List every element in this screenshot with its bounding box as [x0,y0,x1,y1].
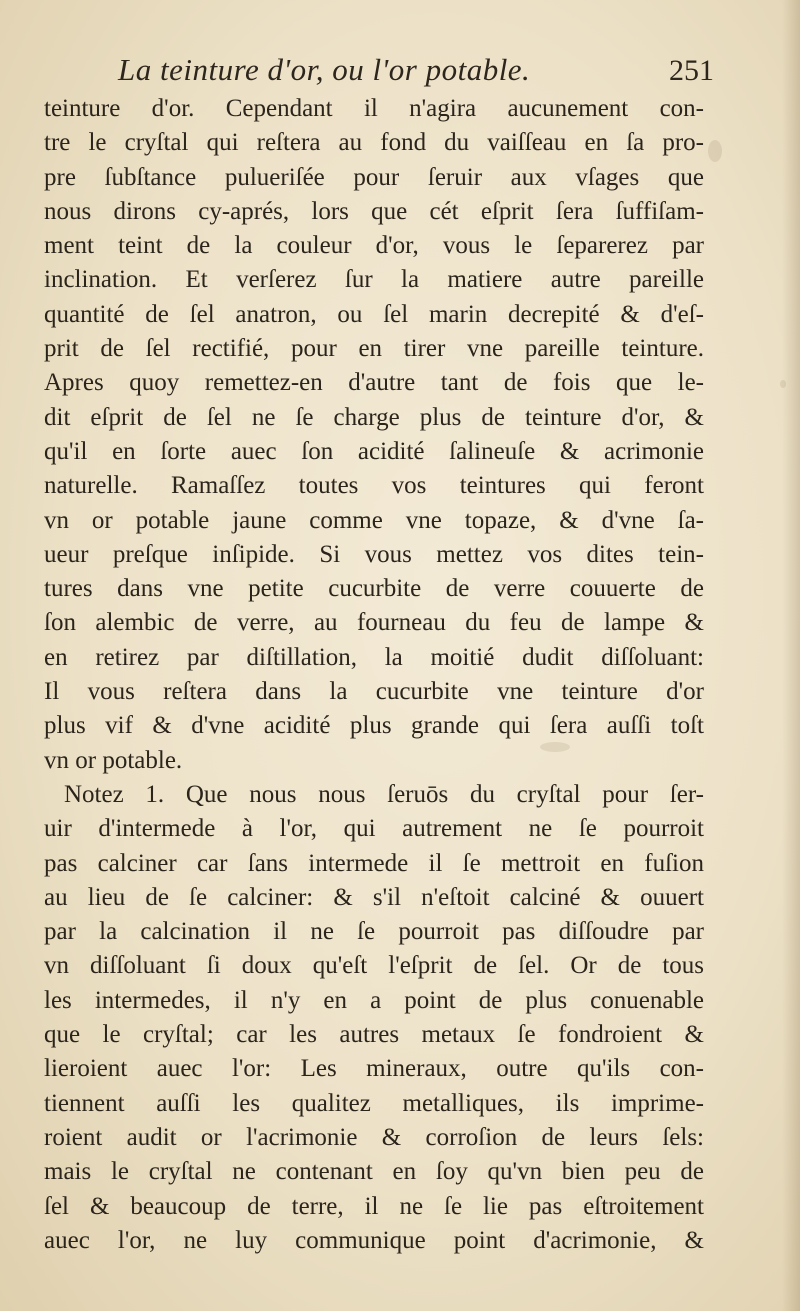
page-header [118,52,718,96]
text-line: vn or potable jaune comme vne topaze, & d'vne ſa- [44,506,704,534]
text-line: ſel & beaucoup de terre, il ne ſe lie pas eſtroitement [44,1192,704,1220]
paragraph-end-line: vn or potable. [44,746,183,774]
running-title: La teinture d'or, ou l'or potable. [118,52,531,87]
text-line: ment teint de la couleur d'or, vous le ſeparerez par [44,232,704,260]
text-line: auec l'or, ne luy communique point d'acrimonie, & [44,1226,704,1254]
text-line: qu'il en ſorte auec ſon acidité ſalineuſe & acrimonie [44,437,704,465]
text-line: les intermedes, il n'y en a point de plus conuenable [44,986,704,1014]
text-line: tre le cryſtal qui reſtera au fond du vaiſſeau en ſa pro- [44,129,704,157]
page-number: 251 [669,54,714,87]
text-line: en retirez par diſtillation, la moitié dudit diſſoluant: [44,643,704,671]
text-line: mais le cryſtal ne contenant en ſoy qu'vn bien peu de [44,1158,704,1186]
text-line: teinture d'or. Cependant il n'agira aucunement con- [44,95,704,122]
text-line: tiennent auſſi les qualitez metalliques, ils imprime- [44,1089,704,1117]
paper-stain [780,380,786,388]
text-line: tures dans vne petite cucurbite de verre couuerte de [44,575,704,603]
text-line: ueur preſque inſipide. Si vous mettez vos dites tein- [44,540,704,568]
text-line: plus vif & d'vne acidité plus grande qui ſera auſſi toſt [44,712,704,740]
text-line: nous dirons cy-aprés, lors que cét eſprit ſera ſuffiſam- [44,197,704,225]
text-line: quantité de ſel anatron, ou ſel marin decrepité & d'eſ- [44,300,704,328]
text-line: pas calciner car ſans intermede il ſe mettroit en fuſion [44,849,704,877]
text-line: uir d'intermede à l'or, qui autrement ne ſe pourroit [44,815,704,843]
text-line: pre ſubſtance pulueriſée pour ſeruir aux vſages que [44,163,704,191]
text-line: au lieu de ſe calciner: & s'il n'eſtoit calciné & ouuert [44,883,704,911]
text-line: par la calcination il ne ſe pourroit pas diſſoudre par [44,918,704,946]
page-edge-shadow [782,0,800,1311]
paper-stain [708,140,722,162]
text-line: vn diſſoluant ſi doux qu'eſt l'eſprit de ſel. Or de tous [44,952,704,980]
text-line: naturelle. Ramaſſez toutes vos teintures qui feront [44,472,704,500]
text-line: que le cryſtal; car les autres metaux ſe fondroient & [44,1021,704,1049]
text-line: Il vous reſtera dans la cucurbite vne teinture d'or [44,678,704,706]
body-text [44,92,704,1258]
paragraph-start-line: Notez 1. Que nous nous ſeruōs du cryſtal pour ſer- [64,780,704,808]
text-line: dit eſprit de ſel ne ſe charge plus de teinture d'or, & [44,403,704,431]
text-line: inclination. Et verſerez ſur la matiere autre pareille [44,266,704,294]
text-line: lieroient auec l'or: Les mineraux, outre qu'ils con- [44,1055,704,1083]
text-line: Apres quoy remettez-en d'autre tant de fois que le- [44,369,704,397]
text-line: ſon alembic de verre, au fourneau du feu de lampe & [44,609,704,637]
text-line: roient audit or l'acrimonie & corroſion de leurs ſels: [44,1123,704,1151]
text-line: prit de ſel rectifié, pour en tirer vne pareille teinture. [44,335,704,363]
